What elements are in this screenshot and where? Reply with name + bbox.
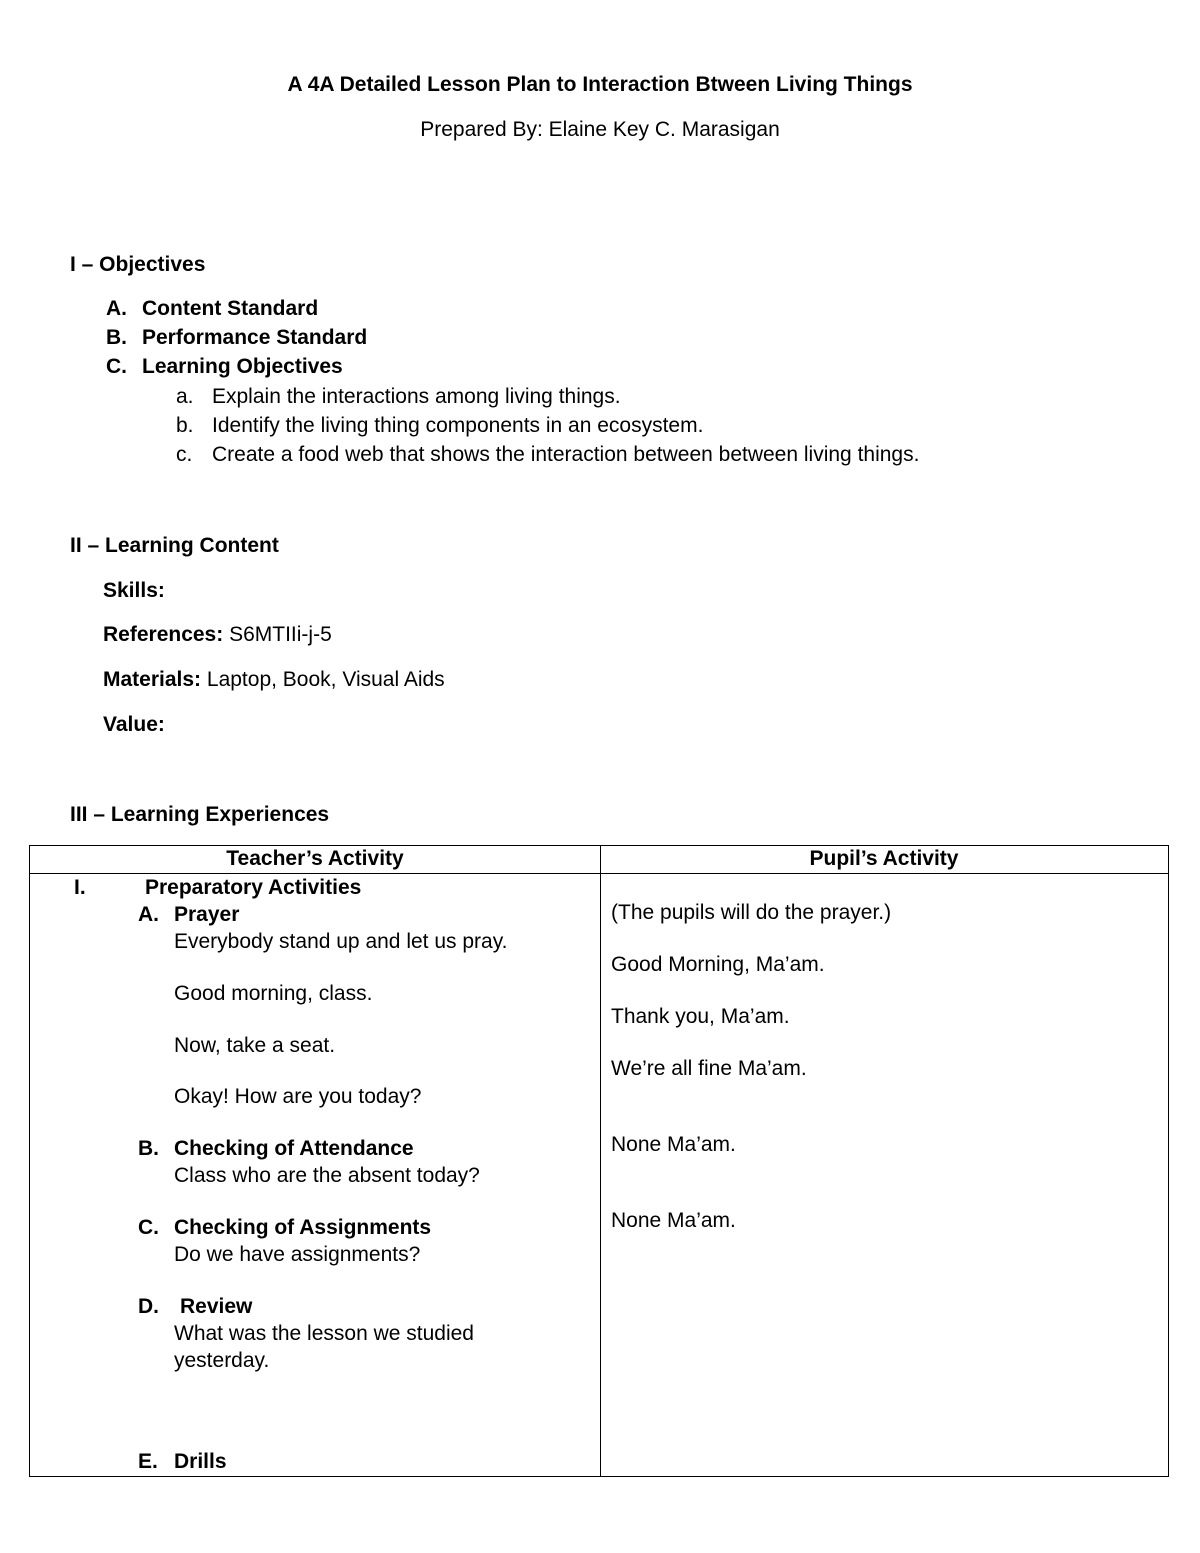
list-marker: D. — [138, 1295, 159, 1318]
prayer-title: Prayer — [174, 903, 240, 926]
objective-item-performance-standard — [106, 326, 367, 350]
list-marker: C. — [138, 1216, 159, 1239]
teacher-line: Do we have assignments? — [174, 1243, 421, 1266]
prayer-heading — [138, 903, 239, 927]
teacher-line: Class who are the absent today? — [174, 1164, 480, 1187]
learning-objective-a — [176, 385, 621, 409]
list-marker: c. — [176, 443, 193, 466]
objective-label: Performance Standard — [142, 326, 368, 349]
assignments-title: Checking of Assignments — [174, 1216, 432, 1239]
objective-item-learning-objectives — [106, 355, 343, 379]
objective-text: Create a food web that shows the interaction between between living things. — [212, 443, 920, 466]
column-divider — [600, 846, 601, 1476]
teacher-line: Now, take a seat. — [174, 1034, 336, 1057]
drills-title: Drills — [174, 1450, 227, 1473]
objective-text: Identify the living thing components in an ecosystem. — [212, 414, 704, 437]
pupil-response: (The pupils will do the prayer.) — [611, 901, 892, 924]
references-value: S6MTIIi-j-5 — [229, 623, 332, 646]
skills-label: Skills: — [103, 579, 165, 602]
teacher-line: yesterday. — [174, 1349, 270, 1372]
list-marker: A. — [138, 903, 159, 926]
learning-objective-c — [176, 443, 919, 467]
materials-value: Laptop, Book, Visual Aids — [206, 668, 445, 691]
section-title: Preparatory Activities — [145, 876, 362, 899]
materials-label: Materials: — [103, 668, 202, 691]
objective-item-content-standard — [106, 297, 318, 321]
drills-heading — [138, 1450, 227, 1474]
list-marker: C. — [106, 355, 127, 378]
list-marker: B. — [138, 1137, 159, 1160]
teacher-line: Okay! How are you today? — [174, 1085, 422, 1108]
teacher-line: What was the lesson we studied — [174, 1322, 474, 1345]
teacher-line: Everybody stand up and let us pray. — [174, 930, 508, 953]
list-marker: a. — [176, 385, 194, 408]
references-line — [103, 623, 332, 647]
pupil-response: Good Morning, Ma’am. — [611, 953, 825, 976]
objective-text: Explain the interactions among living things. — [212, 385, 621, 408]
list-marker: E. — [138, 1450, 158, 1473]
objective-label: Content Standard — [142, 297, 319, 320]
pupil-response: None Ma’am. — [611, 1209, 736, 1232]
value-label: Value: — [103, 713, 165, 736]
prepared-by: Prepared By: Elaine Key C. Marasigan — [420, 118, 780, 141]
pupil-response: We’re all fine Ma’am. — [611, 1057, 807, 1080]
pupil-response: None Ma’am. — [611, 1133, 736, 1156]
teacher-activity-header: Teacher’s Activity — [226, 847, 404, 870]
learning-experiences-heading: III – Learning Experiences — [70, 803, 330, 826]
teacher-line: Good morning, class. — [174, 982, 373, 1005]
list-marker: b. — [176, 414, 194, 437]
header-divider — [30, 873, 1168, 874]
list-marker: B. — [106, 326, 127, 349]
objective-label: Learning Objectives — [142, 355, 343, 378]
document-title: A 4A Detailed Lesson Plan to Interaction Btween Living Things — [287, 73, 913, 96]
section-marker: I. — [74, 876, 86, 899]
learning-content-heading: II – Learning Content — [70, 534, 279, 557]
review-title: Review — [180, 1295, 253, 1318]
attendance-title: Checking of Attendance — [174, 1137, 414, 1160]
learning-objective-b — [176, 414, 703, 438]
assignments-heading — [138, 1216, 431, 1240]
review-heading — [138, 1295, 252, 1319]
objectives-heading: I – Objectives — [70, 253, 206, 276]
pupil-activity-header: Pupil’s Activity — [809, 847, 959, 870]
pupil-response: Thank you, Ma’am. — [611, 1005, 790, 1028]
list-marker: A. — [106, 297, 127, 320]
attendance-heading — [138, 1137, 414, 1161]
materials-line — [103, 668, 445, 692]
references-label: References: — [103, 623, 224, 646]
